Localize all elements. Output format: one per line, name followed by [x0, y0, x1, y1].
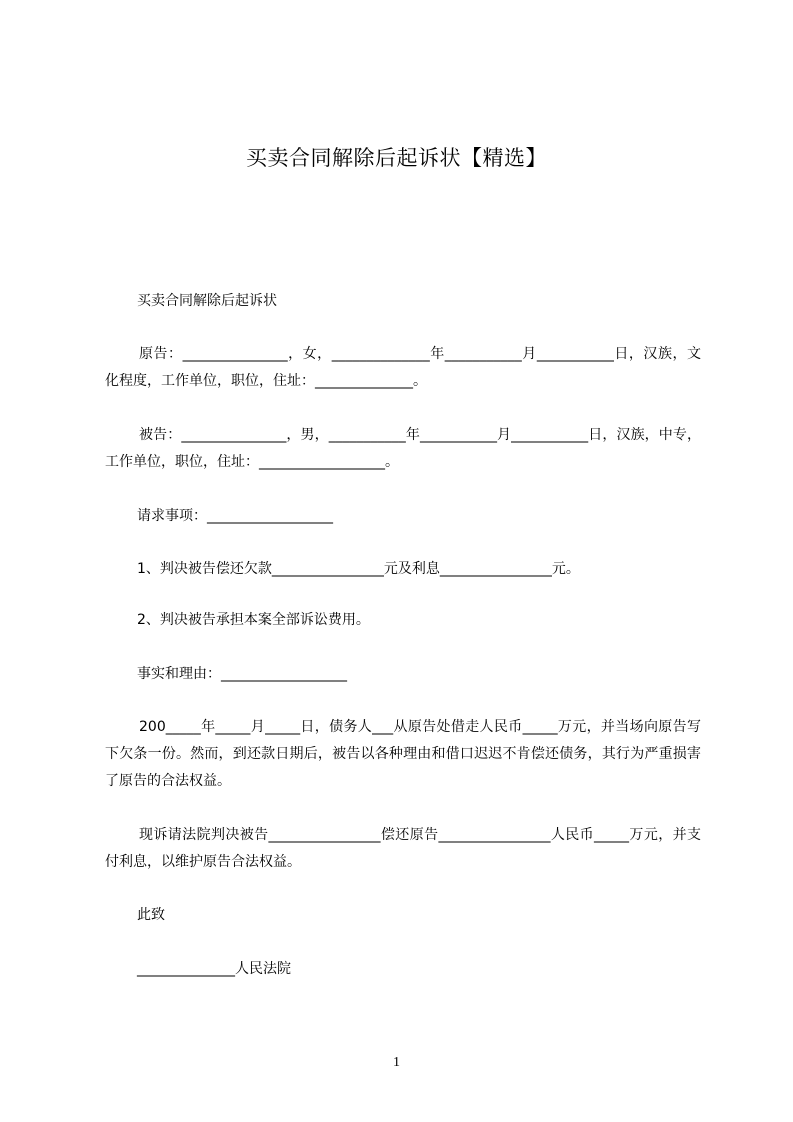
claim-item-1: 1、判决被告偿还欠款________________元及利息________________元。: [137, 561, 580, 577]
closing-salutation: 此致: [137, 907, 165, 923]
facts-heading: 事实和理由：__________________: [137, 666, 347, 682]
defendant-info: 被告：_______________，男，___________年___________月___________日，汉族，中专，工作单位，职位，住址：__________________。: [105, 427, 701, 470]
page-number: 1: [393, 1055, 400, 1070]
complaint-heading: 买卖合同解除后起诉状: [137, 293, 277, 309]
claim-item-2: 2、判决被告承担本案全部诉讼费用。: [137, 612, 370, 628]
document-title: 买卖合同解除后起诉状【精选】: [246, 146, 547, 170]
claims-heading: 请求事项：__________________: [137, 508, 333, 524]
request-statement: 现诉请法院判决被告________________偿还原告________________人民币_____万元，并支付利息，以维护原告合法权益。: [105, 827, 701, 870]
plaintiff-info: 原告：_______________，女，______________年___________月___________日，汉族，文化程度，工作单位，职位，住址：______________。: [105, 346, 701, 389]
facts-body: 200_____年_____月_____日，债务人___从原告处借走人民币_____万元，并当场向原告写下欠条一份。然而，到还款日期后，被告以各种理由和借口迟迟不肯偿还债务，其行为严重损害了原告的合法权益。: [105, 719, 701, 789]
court-addressee: ______________人民法院: [137, 961, 291, 977]
